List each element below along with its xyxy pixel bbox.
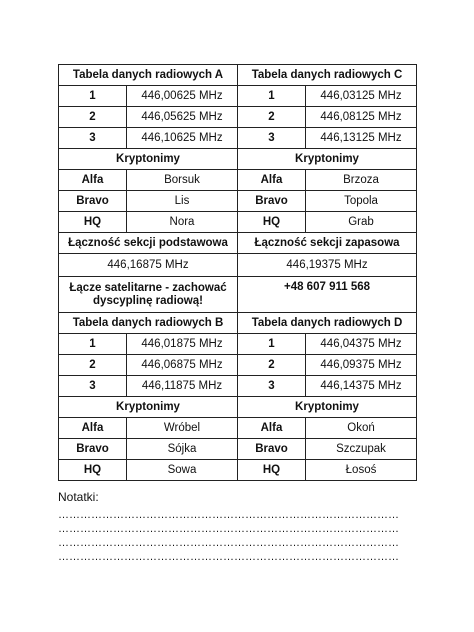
- frequency-value: 446,03125 MHz: [306, 86, 417, 107]
- table-header-row: [59, 65, 417, 86]
- callsign-key: Alfa: [59, 418, 127, 439]
- table-d-title: Tabela danych radiowych D: [238, 313, 417, 334]
- frequency-value: 446,04375 MHz: [306, 334, 417, 355]
- crypto-title: Kryptonimy: [59, 149, 238, 170]
- callsign-key: Alfa: [238, 170, 306, 191]
- callsign-key: HQ: [59, 212, 127, 233]
- table-row: [59, 418, 417, 439]
- callsign-key: HQ: [238, 212, 306, 233]
- links-freq-row: [59, 254, 417, 277]
- crypto-title: Kryptonimy: [238, 149, 417, 170]
- notes-line: …………………………………………………………………………………: [58, 551, 399, 563]
- radio-data-sheet: [58, 64, 416, 481]
- frequency-value: 446,06875 MHz: [127, 355, 238, 376]
- table-header-row: [59, 313, 417, 334]
- table-row: [59, 191, 417, 212]
- callsign-key: Alfa: [238, 418, 306, 439]
- channel-number: 2: [59, 355, 127, 376]
- channel-number: 3: [59, 128, 127, 149]
- callsign-value: Sowa: [127, 460, 238, 481]
- callsign-value: Szczupak: [306, 439, 417, 460]
- callsign-key: Bravo: [238, 439, 306, 460]
- channel-number: 3: [238, 376, 306, 397]
- callsign-key: Bravo: [59, 191, 127, 212]
- satellite-row: [59, 277, 417, 313]
- callsign-value: Wróbel: [127, 418, 238, 439]
- frequency-value: 446,00625 MHz: [127, 86, 238, 107]
- channel-number: 2: [238, 107, 306, 128]
- table-row: [59, 460, 417, 481]
- crypto-title: Kryptonimy: [59, 397, 238, 418]
- notes-line: …………………………………………………………………………………: [58, 537, 399, 549]
- callsign-value: Lis: [127, 191, 238, 212]
- channel-number: 2: [238, 355, 306, 376]
- notes-label: Notatki:: [58, 490, 99, 504]
- backup-link-frequency: 446,19375 MHz: [238, 254, 417, 277]
- callsign-value: Grab: [306, 212, 417, 233]
- table-row: [59, 170, 417, 191]
- table-row: [59, 334, 417, 355]
- frequency-value: 446,10625 MHz: [127, 128, 238, 149]
- table-row: [59, 376, 417, 397]
- channel-number: 1: [238, 86, 306, 107]
- primary-link-title: Łączność sekcji podstawowa: [59, 233, 238, 254]
- callsign-key: Bravo: [238, 191, 306, 212]
- callsign-value: Brzoza: [306, 170, 417, 191]
- callsign-key: HQ: [59, 460, 127, 481]
- callsign-key: Alfa: [59, 170, 127, 191]
- callsign-value: Sójka: [127, 439, 238, 460]
- channel-number: 3: [238, 128, 306, 149]
- table-row: [59, 355, 417, 376]
- frequency-value: 446,05625 MHz: [127, 107, 238, 128]
- satellite-phone-number: +48 607 911 568: [238, 277, 417, 313]
- crypto-title: Kryptonimy: [238, 397, 417, 418]
- primary-link-frequency: 446,16875 MHz: [59, 254, 238, 277]
- radio-table: [58, 64, 417, 481]
- table-row: [59, 439, 417, 460]
- frequency-value: 446,08125 MHz: [306, 107, 417, 128]
- crypto-header-row: [59, 149, 417, 170]
- channel-number: 1: [59, 86, 127, 107]
- links-header-row: [59, 233, 417, 254]
- table-row: [59, 107, 417, 128]
- frequency-value: 446,09375 MHz: [306, 355, 417, 376]
- callsign-value: Nora: [127, 212, 238, 233]
- table-row: [59, 86, 417, 107]
- notes-section: [58, 490, 418, 564]
- frequency-value: 446,01875 MHz: [127, 334, 238, 355]
- crypto-header-row: [59, 397, 417, 418]
- notes-line: …………………………………………………………………………………: [58, 523, 399, 535]
- callsign-value: Topola: [306, 191, 417, 212]
- frequency-value: 446,13125 MHz: [306, 128, 417, 149]
- callsign-key: Bravo: [59, 439, 127, 460]
- frequency-value: 446,14375 MHz: [306, 376, 417, 397]
- satellite-label: Łącze satelitarne - zachować dyscyplinę radiową!: [59, 277, 238, 313]
- callsign-value: Borsuk: [127, 170, 238, 191]
- channel-number: 1: [59, 334, 127, 355]
- frequency-value: 446,11875 MHz: [127, 376, 238, 397]
- table-row: [59, 128, 417, 149]
- table-row: [59, 212, 417, 233]
- channel-number: 3: [59, 376, 127, 397]
- callsign-value: Łosoś: [306, 460, 417, 481]
- channel-number: 1: [238, 334, 306, 355]
- callsign-key: HQ: [238, 460, 306, 481]
- channel-number: 2: [59, 107, 127, 128]
- table-a-title: Tabela danych radiowych A: [59, 65, 238, 86]
- table-c-title: Tabela danych radiowych C: [238, 65, 417, 86]
- backup-link-title: Łączność sekcji zapasowa: [238, 233, 417, 254]
- callsign-value: Okoń: [306, 418, 417, 439]
- notes-line: …………………………………………………………………………………: [58, 509, 399, 521]
- table-b-title: Tabela danych radiowych B: [59, 313, 238, 334]
